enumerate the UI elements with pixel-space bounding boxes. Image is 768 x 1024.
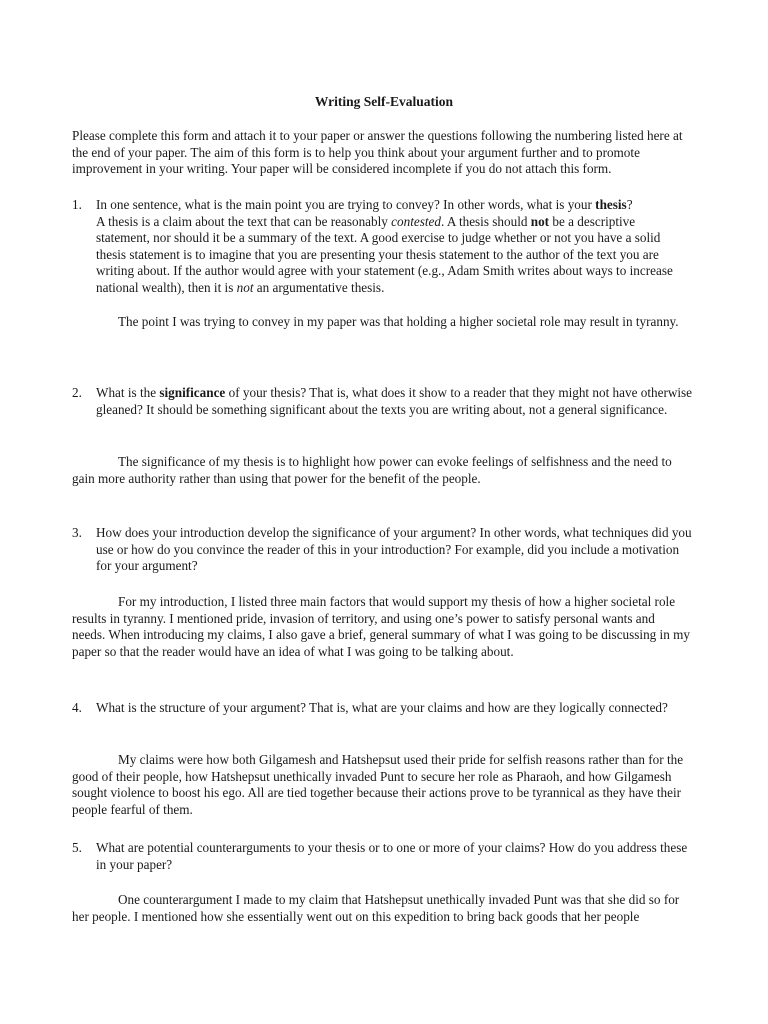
question-text-part: ? bbox=[626, 197, 633, 212]
question-text: What are potential counterarguments to your thesis or to one or more of your claims? How do you address these in your paper? bbox=[96, 840, 688, 872]
question-2 bbox=[72, 385, 692, 418]
answer-2: The significance of my thesis is to highlight how power can evoke feelings of selfishness and the need to gain more authority rather than using that power for the benefit of the people. bbox=[72, 454, 672, 486]
note-italic: not bbox=[236, 279, 254, 295]
question-text-part: What is the bbox=[96, 385, 160, 400]
question-3 bbox=[72, 525, 692, 575]
answer-5: One counterargument I made to my claim that Hatshepsut unethically invaded Punt was that she did so for her people. I mentioned how she essentially went out on this expedition to bring back goods that her people bbox=[72, 892, 680, 924]
question-4 bbox=[72, 700, 692, 717]
note-text-part: be a descriptive statement, nor should it be a summary of the text. A good exercise to judge whether or not you have a solid thesis statement is to imagine that you are presenting your thesis statement to the author of the text you are writing about. If the author would agree with your statement (e.g., Adam Smith writes about ways to increase national wealth), then it is bbox=[96, 213, 673, 295]
question-text-part: of your thesis? That is, what does it show to a reader that they might not have otherwise gleaned? It should be something significant about the texts you are writing about, not a general significance. bbox=[96, 385, 693, 417]
note-text-part: A thesis is a claim about the text that can be reasonably bbox=[96, 213, 392, 229]
question-text: What is the structure of your argument? That is, what are your claims and how are they logically connected? bbox=[96, 700, 668, 715]
answer-4: My claims were how both Gilgamesh and Hatshepsut used their pride for selfish reasons rather than for the good of their people, how Hatshepsut unethically invaded Punt to secure her role as Pharaoh, and how Gilgamesh sought violence to boost his ego. All are tied together because their actions prove to be tyrannical as they have their people fearful of them. bbox=[72, 752, 684, 817]
question-1 bbox=[72, 197, 692, 297]
question-text bbox=[96, 197, 692, 214]
answer-3: For my introduction, I listed three main factors that would support my thesis of how a higher societal role results in tyranny. I mentioned pride, invasion of territory, and using one’s power to satisfy personal wants and needs. When introducing my claims, I also gave a brief, general summary of what I was going to be discussing in my paper so that the reader would have an idea of what I was going to be talking about. bbox=[72, 594, 690, 659]
question-text bbox=[96, 385, 692, 418]
question-number: 1. bbox=[72, 197, 82, 212]
question-number: 3. bbox=[72, 525, 82, 540]
question-emphasis: significance bbox=[159, 385, 226, 400]
note-text-part: . A thesis should bbox=[440, 213, 531, 229]
question-number: 5. bbox=[72, 840, 82, 855]
question-note bbox=[96, 214, 692, 297]
answer-1: The point I was trying to convey in my paper was that holding a higher societal role may result in tyranny. bbox=[118, 314, 679, 329]
question-5 bbox=[72, 840, 692, 873]
question-text-part: In one sentence, what is the main point you are trying to convey? In other words, what is your bbox=[96, 197, 596, 212]
question-number: 4. bbox=[72, 700, 82, 715]
note-bold: not bbox=[530, 213, 550, 229]
question-emphasis: thesis bbox=[595, 197, 627, 212]
intro-paragraph: Please complete this form and attach it to your paper or answer the questions following the numbering listed here at the end of your paper. The aim of this form is to help you think about your argument further and to promote improvement in your writing. Your paper will be considered incomplete if you do not attach this form. bbox=[72, 128, 683, 177]
document-title: Writing Self-Evaluation bbox=[314, 94, 454, 109]
question-number: 2. bbox=[72, 385, 82, 400]
note-text-part: an argumentative thesis. bbox=[253, 279, 385, 295]
question-text: How does your introduction develop the significance of your argument? In other words, what techniques did you use or how do you convince the reader of this in your introduction? For example, did you include a motivation for your argument? bbox=[96, 525, 692, 574]
note-italic: contested bbox=[391, 213, 441, 229]
